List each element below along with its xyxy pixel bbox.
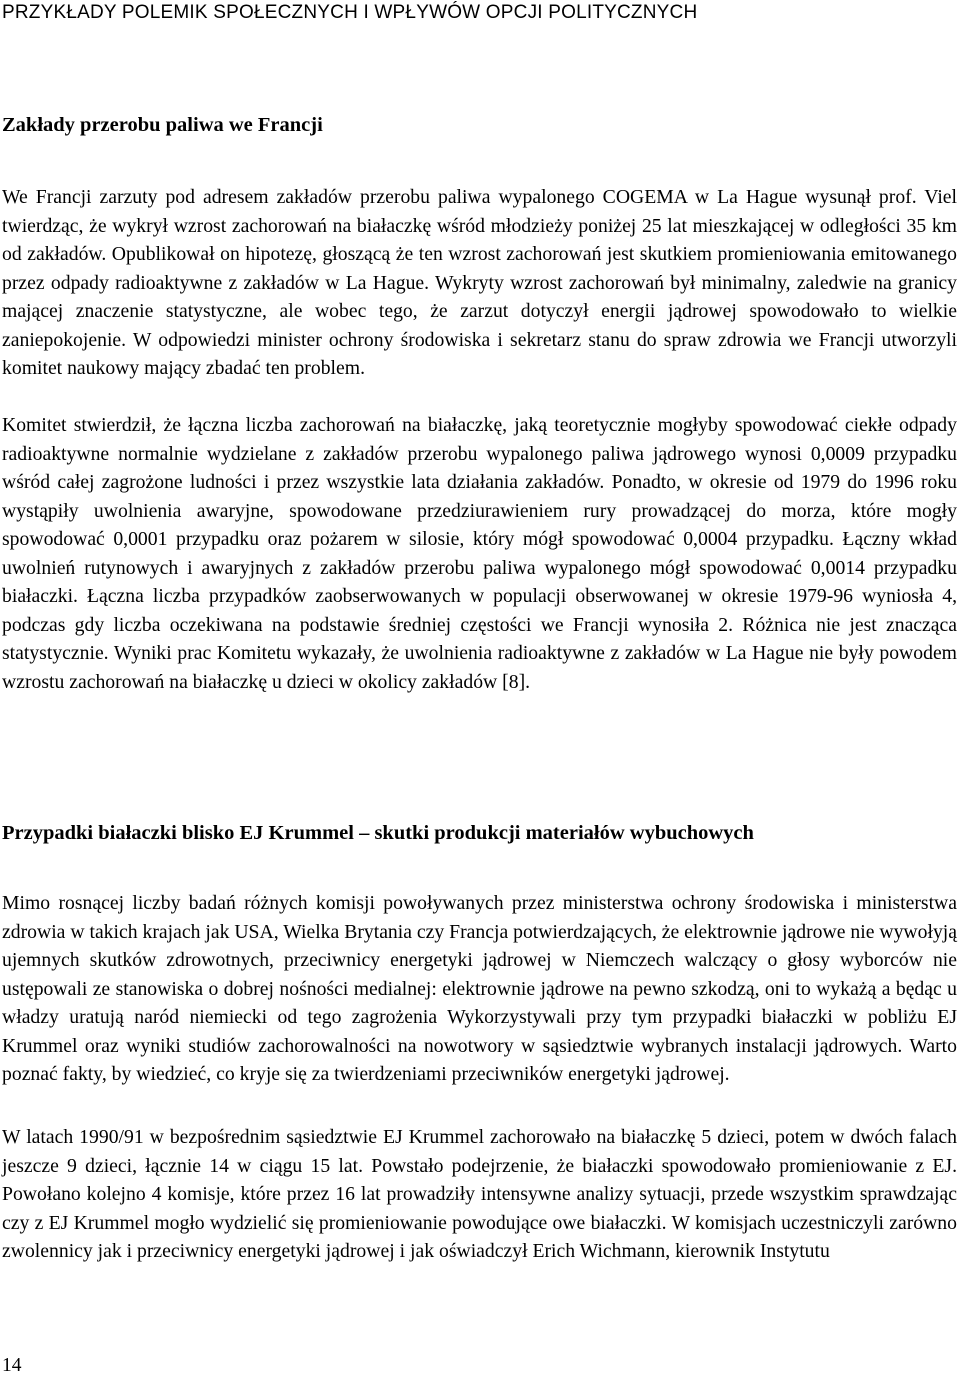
page-number: 14: [2, 1355, 22, 1376]
section-title-krummel: Przypadki białaczki blisko EJ Krummel – skutki produkcji materiałów wybuchowych: [2, 822, 754, 844]
paragraph-la-hague-intro: We Francji zarzuty pod adresem zakładów przerobu paliwa wypalonego COGEMA w La Hague wysunął prof. Viel twierdząc, że wykrył wzrost zachorowań na białaczkę wśród młodzieży poniżej 25 lat mieszkającej w odległości 35 km od zakładów. Opublikował on hipotezę, głoszącą że ten wzrost zachorowań jest skutkiem promieniowania emitowanego przez odpady radioaktywne z zakładów w La Hague. Wykryty wzrost zachorowań był minimalny, zaledwie na granicy mającej znaczenie statystyczne, ale wobec tego, że zarzut dotyczył energii jądrowej spowodowało to wielkie zaniepokojenie. W odpowiedzi minister ochrony środowiska i sekretarz stanu do spraw zdrowia we Francji utworzyli komitet naukowy mający zbadać ten problem.: [2, 186, 957, 379]
running-header: PRZYKŁADY POLEMIK SPOŁECZNYCH I WPŁYWÓW OPCJI POLITYCZNYCH: [2, 2, 698, 23]
paragraph-krummel-intro: Mimo rosnącej liczby badań różnych komisji powoływanych przez ministerstwa ochrony środowiska i ministerstwa zdrowia w takich krajach jak USA, Wielka Brytania czy Francja potwierdzających, że elektrownie jądrowe nie wywołyją ujemnych skutków zdrowotnych, przeciwnicy energetyki jądrowej w Niemczech walczący o głosy wyborców nie ustępowali ze stanowiska o dobrej nośności medialnej: elektrownie jądrowe na pewno szkodzą, oni to wykażą a będąc u władzy uratują naród niemiecki od tego zagrożenia Wykorzystywali przy tym przypadki białaczki w pobliżu EJ Krummel oraz wyniki studiów zachorowalności na nowotwory w sąsiedztwie wybranych instalacji jądrowych. Warto poznać fakty, by wiedzieć, co kryje się za twierdzeniami przeciwników energetyki jądrowej.: [2, 892, 957, 1085]
paragraph-krummel-cases: W latach 1990/91 w bezpośrednim sąsiedztwie EJ Krummel zachorowało na białaczkę 5 dzieci, potem w dwóch falach jeszcze 9 dzieci, łącznie 14 w ciągu 15 lat. Powstało podejrzenie, że białaczki spowodowało promieniowanie z EJ. Powołano kolejno 4 komisje, które przez 16 lat prowadziły intensywne analizy sytuacji, przede wszystkim sprawdzając czy z EJ Krummel mogło wydzielić się promieniowanie powodujące owe białaczki. W komisjach uczestniczyli zarówno zwolennicy jak i przeciwnicy energetyki jądrowej i jak oświadczył Erich Wichmann, kierownik Instytutu: [2, 1126, 957, 1262]
paragraph-la-hague-committee: Komitet stwierdził, że łączna liczba zachorowań na białaczkę, jaką teoretycznie mogłyby spowodować ciekłe odpady radioaktywne normalnie wydzielane z zakładów przerobu wypalonego paliwa jądrowego wynosi 0,0009 przypadku wśród całej zagrożone ludności i przez wszystkie lata działania zakładów. Ponadto, w okresie od 1979 do 1996 roku wystąpiły uwolnienia awaryjne, spowodowane przedziurawieniem rury prowadzącej do morza, które mogły spowodować 0,0001 przypadku oraz pożarem w silosie, który mógł spowodować 0,0004 przypadku. Łączny wkład uwolnień rutynowych i awaryjnych z zakładów przerobu paliwa wypalonego mógł spowodować 0,0014 przypadku białaczki. Łączna liczba przypadków zaobserwowanych w populacji obserwowanej w okresie 1979-96 wyniosła 4, podczas gdy liczba oczekiwana na podstawie średniej częstości we Francji wynosiła 2. Różnica nie jest znacząca statystycznie. Wyniki prac Komitetu wykazały, że uwolnienia radioaktywne z zakładów w La Hague nie były powodem wzrostu zachorowań na białaczkę u dzieci w okolicy zakładów [8].: [2, 414, 957, 693]
section-title-la-hague: Zakłady przerobu paliwa we Francji: [2, 114, 323, 136]
